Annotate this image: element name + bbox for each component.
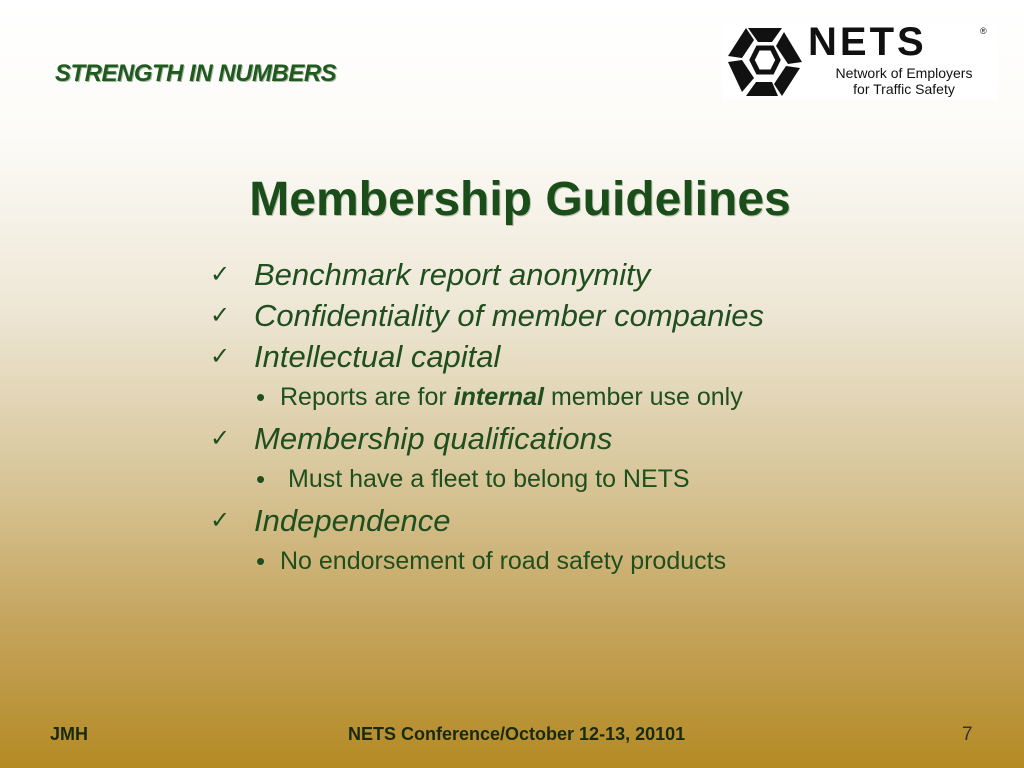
- check-icon: ✓: [210, 302, 231, 329]
- sub-list-item: [210, 377, 930, 418]
- list-item: [210, 418, 930, 459]
- sub-item-text: [280, 383, 743, 412]
- header-tag: STRENGTH IN NUMBERS: [55, 60, 337, 87]
- registered-mark: ®: [980, 26, 987, 36]
- list-item: [210, 295, 930, 336]
- logo-subtitle-line2: for Traffic Safety: [853, 81, 955, 97]
- slide-title: Membership Guidelines: [249, 173, 791, 226]
- sub-text-emphasis: internal: [453, 383, 544, 411]
- nets-logo-icon: [726, 24, 804, 98]
- check-icon: ✓: [210, 261, 231, 288]
- check-icon: ✓: [210, 507, 231, 534]
- nets-logo: [722, 22, 998, 100]
- sub-item-text: Must have a fleet to belong to NETS: [288, 465, 690, 493]
- list-item: [210, 254, 930, 295]
- item-label: Confidentiality of member companies: [254, 297, 765, 333]
- logo-wordmark: NETS: [808, 20, 927, 64]
- sub-item-text: No endorsement of road safety products: [280, 547, 727, 575]
- logo-subtitle-line1: Network of Employers: [835, 65, 973, 81]
- footer-author: JMH: [50, 724, 89, 744]
- page-number: 7: [962, 724, 973, 745]
- item-label: Intellectual capital: [254, 338, 501, 374]
- bullet-icon: •: [256, 464, 266, 494]
- item-label: Independence: [254, 502, 451, 538]
- guidelines-list: [210, 254, 930, 582]
- list-item: [210, 500, 930, 541]
- sub-text-after: member use only: [550, 383, 743, 411]
- item-label: Benchmark report anonymity: [254, 256, 651, 292]
- check-icon: ✓: [210, 343, 231, 370]
- bullet-icon: •: [256, 546, 266, 576]
- logo-subtitle: [824, 65, 984, 97]
- sub-text-before: Reports are for: [280, 383, 447, 411]
- item-label: Membership qualifications: [254, 420, 613, 456]
- sub-list-item: [210, 459, 930, 500]
- footer-event: NETS Conference/October 12-13, 20101: [348, 724, 686, 744]
- sub-list-item: [210, 541, 930, 582]
- list-item: [210, 336, 930, 377]
- bullet-icon: •: [256, 382, 266, 412]
- check-icon: ✓: [210, 425, 231, 452]
